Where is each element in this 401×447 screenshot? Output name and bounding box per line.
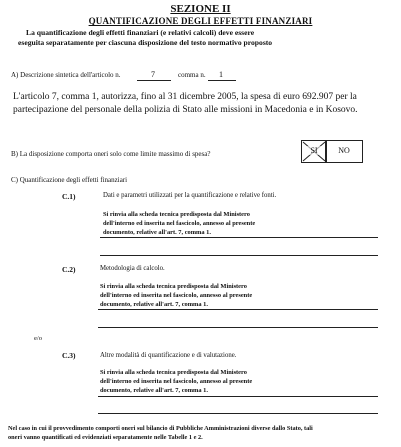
article-number: 7 (151, 70, 155, 79)
c1-title: Dati e parametri utilizzati per la quantificazione e relative fonti. (103, 192, 277, 199)
c2-rule-1 (98, 309, 378, 310)
c1-body-line-1: Si rinvia alla scheda tecnica predisposta dal Ministero (103, 211, 250, 218)
yes-label: SI (302, 146, 326, 155)
section-b-question: B) La disposizione comporta oneri solo come limite massimo di spesa? (11, 150, 211, 158)
no-label: NO (338, 146, 350, 155)
c1-rule-2 (100, 255, 378, 256)
c2-body-line-3: documento, relative all'art. 7, comma 1. (100, 301, 208, 308)
c2-rule-2 (98, 327, 378, 328)
c3-body-line-3: documento, relative all'art. 7, comma 1. (100, 387, 208, 394)
section-a-label: A) Descrizione sintetica dell'articolo n. (11, 71, 121, 79)
subtitle-line-1: La quantificazione degli effetti finanziari (e relativi calcoli) deve essere (26, 28, 255, 37)
and-or-label: e/o (34, 335, 42, 342)
c3-label: C.3) (62, 351, 76, 360)
subtitle-line-2: eseguita separatamente per ciascuna disposizione del testo normativo proposto (18, 38, 273, 47)
c1-rule-1 (100, 237, 378, 238)
c1-body-line-2: dell'interno ed inserita nel fascicolo, annesso al presente (103, 220, 256, 227)
c3-rule-1 (98, 396, 378, 397)
no-box[interactable] (325, 140, 363, 163)
c2-body-line-2: dell'interno ed inserita nel fascicolo, annesso al presente (100, 292, 253, 299)
article-number-underline (137, 80, 171, 81)
comma-label: comma n. (178, 71, 206, 79)
section-c-heading: C) Quantificazione degli effetti finanziari (11, 176, 128, 184)
footer-line-2: oneri vanno quantificati ed evidenziati separatamente nelle Tabelle 1 e 2. (8, 434, 203, 441)
comma-number: 1 (219, 70, 223, 79)
c2-label: C.2) (62, 265, 76, 274)
c3-rule-2 (98, 413, 378, 414)
c3-body-line-2: dell'interno ed inserita nel fascicolo, annesso al presente (100, 378, 253, 385)
c1-body-line-3: documento, relative all'art. 7, comma 1. (103, 229, 211, 236)
c3-body-line-1: Si rinvia alla scheda tecnica predisposta dal Ministero (100, 369, 247, 376)
page-title: QUANTIFICAZIONE DEGLI EFFETTI FINANZIARI (88, 16, 313, 26)
section-a-text-line-2: partecipazione del personale della polizia di Stato alle missioni in Macedonia e in Kosovo. (13, 105, 358, 115)
c3-title: Altre modalità di quantificazione e di valutazione. (100, 352, 237, 359)
c1-label: C.1) (62, 192, 76, 201)
footer-line-1: Nel caso in cui il provvedimento comporti oneri sul bilancio di Pubbliche Amministrazioni diverse dallo Stato, tali (8, 425, 313, 432)
yes-box[interactable] (301, 140, 327, 163)
section-title: SEZIONE II (170, 3, 231, 15)
c2-body-line-1: Si rinvia alla scheda tecnica predisposta dal Ministero (100, 283, 247, 290)
c2-title: Metodologia di calcolo. (100, 265, 165, 272)
section-a-text-line-1: L'articolo 7, comma 1, autorizza, fino al 31 dicembre 2005, la spesa di euro 692.907 per la (13, 92, 357, 102)
comma-number-underline (208, 80, 236, 81)
